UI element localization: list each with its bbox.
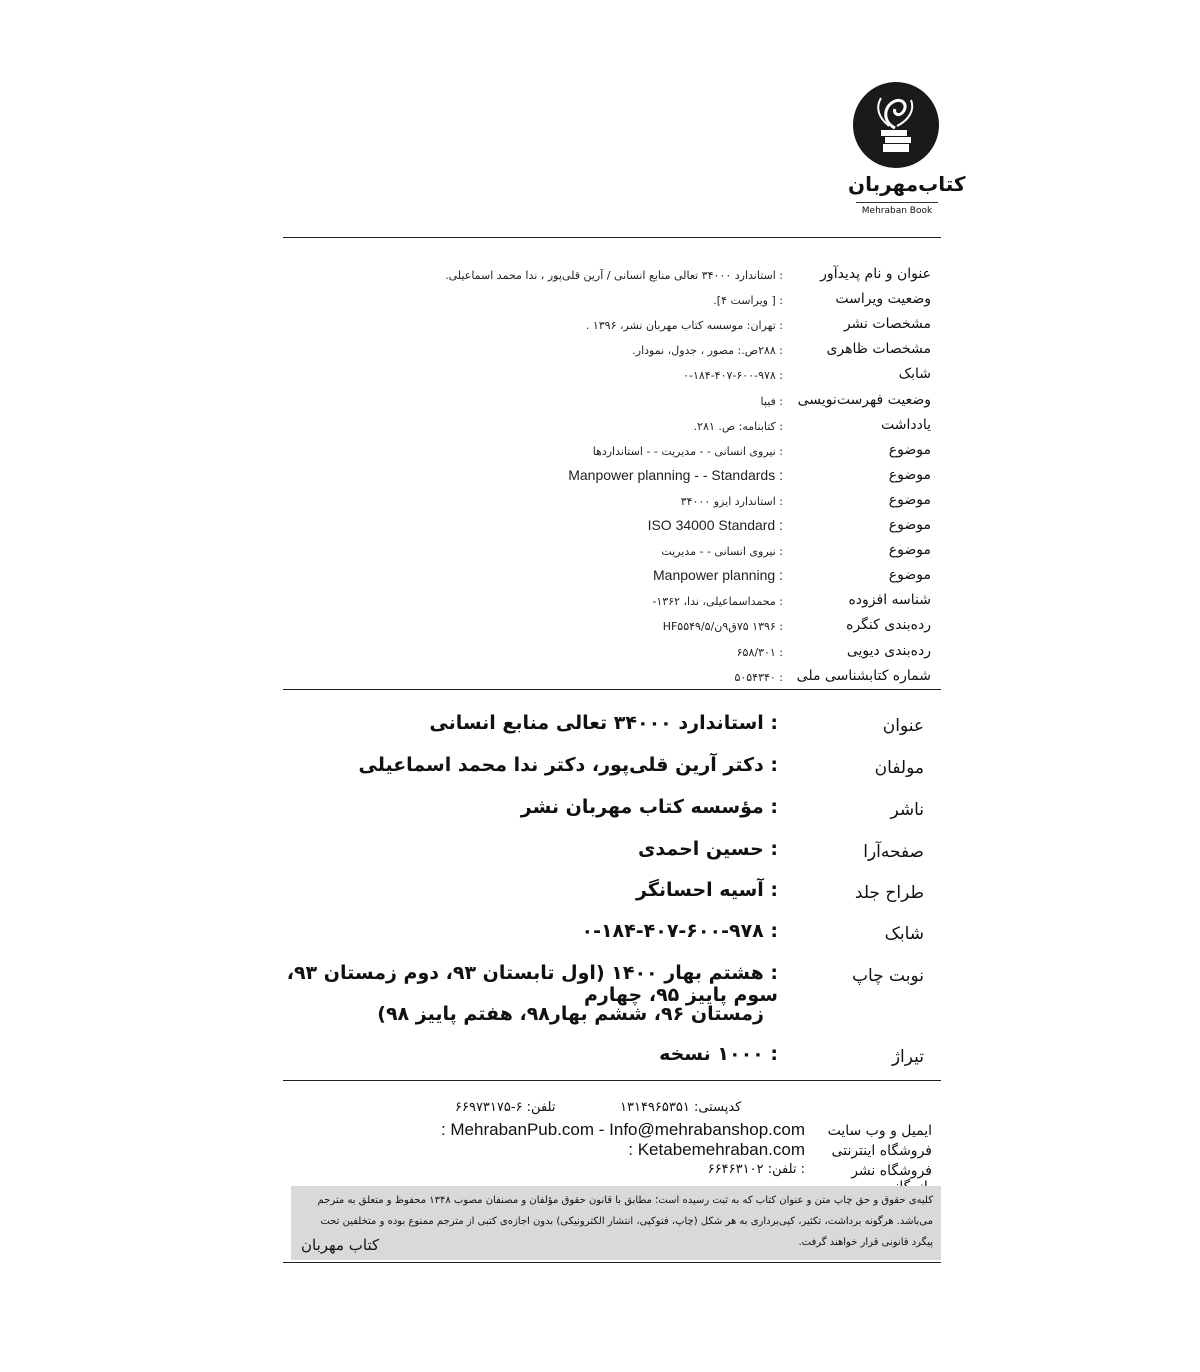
- cip-value: : نیروی انسانی - - مدیریت: [661, 545, 783, 559]
- detail-value: : مؤسسه کتاب مهربان نشر: [520, 796, 778, 818]
- cip-value: Manpower planning :: [653, 567, 783, 584]
- cip-value: : فیپا: [760, 394, 783, 408]
- details-divider: [283, 1080, 941, 1081]
- cip-label: وضعیت ویراست: [835, 291, 931, 308]
- logo-emblem-icon: [853, 82, 939, 168]
- detail-label: صفحه‌آرا: [863, 842, 924, 862]
- logo-divider: [856, 202, 938, 203]
- cip-row: [283, 392, 943, 416]
- top-divider: [283, 237, 941, 238]
- cip-label: موضوع: [888, 466, 931, 483]
- cip-label: یادداشت: [881, 416, 931, 433]
- cip-label: موضوع: [888, 491, 931, 508]
- cip-row: [283, 266, 943, 290]
- cip-label: وضعیت فهرست‌نویسی: [797, 391, 931, 408]
- cip-value: : تهران: موسسه کتاب مهربان نشر، ۱۳۹۶ .: [585, 319, 783, 333]
- detail-label: تیراژ: [891, 1047, 924, 1067]
- cip-row: [283, 467, 943, 491]
- cip-row: [283, 517, 943, 541]
- store-value[interactable]: Ketabemehraban.com :: [628, 1140, 805, 1159]
- postal-code: کدپستی: ۱۳۱۴۹۶۵۳۵۱: [620, 1100, 742, 1115]
- cip-row: [283, 316, 943, 340]
- cip-row: [283, 668, 943, 692]
- cip-label: موضوع: [888, 567, 931, 584]
- copyright-signature: کتاب مهربان: [301, 1236, 380, 1254]
- cip-row: [283, 417, 943, 441]
- copyright-box: [291, 1186, 941, 1260]
- cip-value: : محمداسماعیلی، ندا، ۱۳۶۲-: [652, 595, 783, 609]
- cip-row: [283, 291, 943, 315]
- copyright-text: کلیه‌ی حقوق و حق چاپ متن و عنوان کتاب که به ثبت رسیده است؛ مطابق با قانون حقوق مؤلفان و مصنفان مصوب ۱۳۴۸ محفوظ و متعلق به مترجم می‌باشد. هرگونه برداشت، تکثیر، کپی‌برداری به هر شکل (چاپ، فتوکپی، انتشار الکترونیکی) بدون اجازه‌ی کتبی از مترجم ممنوع بوده و متخلفین تحت پیگرد قانونی قرار خواهند گرفت.: [317, 1195, 933, 1248]
- cip-label: رده‌بندی دیویی: [846, 642, 931, 659]
- cip-row: [283, 442, 943, 466]
- detail-value: : دکتر آرین قلی‌پور، دکتر ندا محمد اسماعیلی: [358, 754, 778, 776]
- cip-label: موضوع: [888, 517, 931, 533]
- cip-label: مشخصات نشر: [843, 316, 931, 333]
- cip-label: شناسه افزوده: [848, 592, 931, 609]
- commercial-label: فروشگاه نشر: [851, 1163, 932, 1179]
- cip-divider: [283, 689, 941, 690]
- detail-value: : ۱۰۰۰ نسخه: [659, 1043, 778, 1065]
- cip-value: ISO 34000 Standard :: [647, 517, 783, 533]
- cip-label: شماره کتابشناسی ملی: [796, 667, 931, 684]
- cip-value: : ۲۸۸ص.: مصور ، جدول، نمودار.: [632, 344, 783, 358]
- cip-label: شابک: [898, 366, 931, 383]
- cip-row: [283, 366, 943, 390]
- detail-label: نوبت چاپ: [851, 966, 924, 986]
- cip-label: موضوع: [888, 542, 931, 559]
- detail-value: : آسیه احسانگر: [636, 879, 778, 901]
- phone-number: تلفن: ۶-۶۶۹۷۳۱۷۵: [455, 1100, 556, 1115]
- detail-label: عنوان: [882, 716, 924, 736]
- store-label: فروشگاه اینترنتی: [831, 1143, 932, 1159]
- cip-value: : نیروی انسانی - - مدیریت - - استانداردها: [592, 444, 783, 458]
- cip-label: مشخصات ظاهری: [826, 341, 931, 358]
- cip-value: : ۰-۱۸۴-۴۰۷-۶۰۰-۹۷۸: [683, 369, 783, 383]
- cip-row: [283, 592, 943, 616]
- cip-value: : ۶۵۸/۳۰۱: [736, 645, 783, 659]
- cip-value: : استاندارد ۳۴۰۰۰ تعالی منابع انسانی / آرین قلی‌پور ، ندا محمد اسماعیلی.: [445, 269, 783, 282]
- cip-label: عنوان و نام پدیدآور: [820, 266, 931, 282]
- bottom-divider: [283, 1262, 941, 1263]
- logo-english: Mehraban Book: [861, 206, 933, 216]
- email-value[interactable]: MehrabanPub.com - Info@mehrabanshop.com :: [440, 1120, 805, 1139]
- detail-label: مولفان: [874, 758, 924, 778]
- cip-label: رده‌بندی کنگره: [846, 617, 931, 634]
- email-label: ایمیل و وب سایت: [827, 1123, 932, 1139]
- cip-value: : ۵۰۵۴۳۴۰: [734, 670, 783, 684]
- cip-value: : ۱۳۹۶ ۷۵ق۹ن/۵/HF۵۵۴۹: [662, 620, 783, 634]
- commercial-value: : تلفن: ۶۶۴۶۳۱۰۲: [707, 1162, 805, 1177]
- cip-value: : استاندارد ایزو ۳۴۰۰۰: [680, 494, 783, 508]
- detail-value: زمستان ۹۶، ششم بهار۹۸، هفتم پاییز ۹۸): [377, 1003, 764, 1025]
- logo-name: کتاب‌مهربان: [848, 172, 966, 196]
- detail-value: : حسین احمدی: [637, 838, 778, 860]
- cip-row: [283, 492, 943, 516]
- cip-value: Manpower planning - - Standards :: [568, 466, 783, 483]
- detail-label: طراح جلد: [854, 883, 924, 903]
- detail-label: شابک: [884, 924, 924, 944]
- detail-value: : هشتم بهار ۱۴۰۰ (اول تابستان ۹۳، دوم زمستان ۹۳، سوم پاییز ۹۵، چهارم: [286, 962, 778, 1006]
- cip-row: [283, 617, 943, 641]
- detail-label: ناشر: [890, 800, 924, 820]
- detail-value: : ۰-۱۸۴-۴۰۷-۶۰۰-۹۷۸: [581, 920, 778, 942]
- cip-row: [283, 643, 943, 667]
- publisher-logo: [848, 78, 966, 238]
- cip-row: [283, 341, 943, 365]
- detail-value: : استاندارد ۳۴۰۰۰ تعالی منابع انسانی: [429, 712, 778, 734]
- cip-label: موضوع: [888, 441, 931, 458]
- cip-value: : کتابنامه: ص. ۲۸۱.: [693, 419, 783, 433]
- cip-value: : [ ویراست ۴].: [713, 294, 783, 308]
- cip-row: [283, 567, 943, 591]
- cip-row: [283, 542, 943, 566]
